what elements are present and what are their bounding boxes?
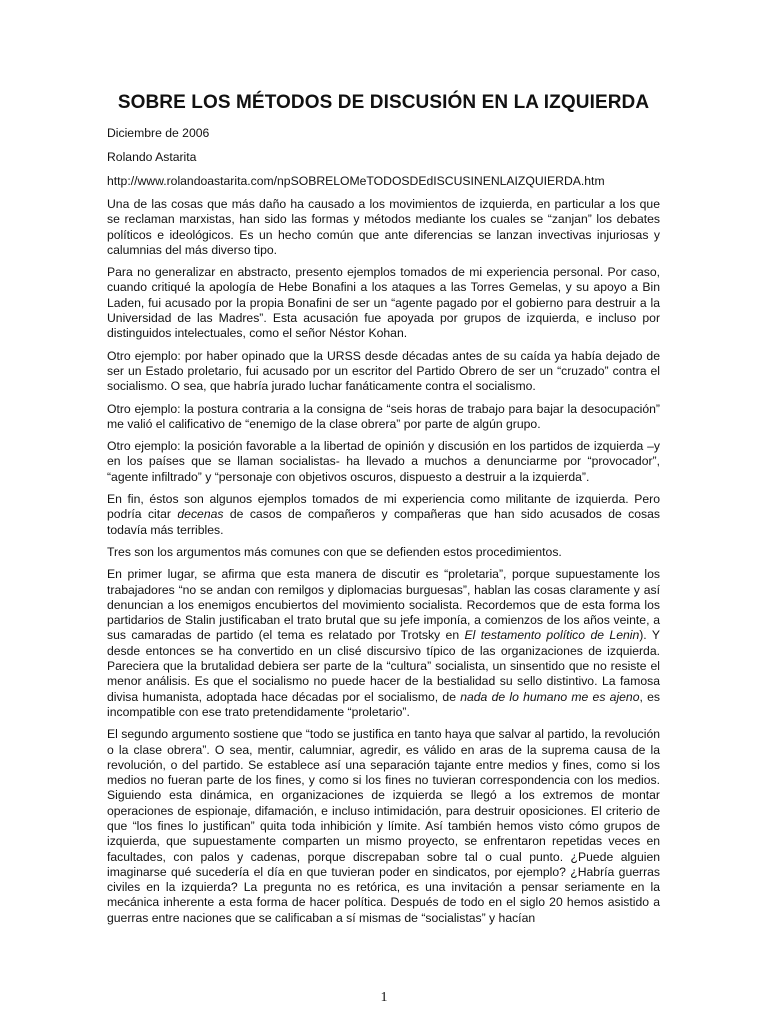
text-run: , es incompatible con ese trato pretendidamente “proletario”.: [107, 689, 660, 719]
paragraph: [107, 265, 660, 341]
paragraph: [107, 402, 660, 433]
text-run: El segundo argumento sostiene que “todo se justifica en tanto haya que salvar al partido, la revolución o la clase obrera”. O sea, mentir, calumniar, agredir, es válido en aras de la suprema causa de la revolución, o del partido. Se establece así una separación tajante entre medios y fines, como si los medios no fueran parte de los fines, y como si los fines no tuvieran correspondencia con los medios. Siguiendo esta dinámica, en organizaciones de izquierda se llegó a los extremos de montar operaciones de espionaje, difamación, e incluso intimidación, para destruir oposiciones. El criterio de que “los fines lo justifican” quita toda inhibición y límite. Así también hemos visto cómo grupos de izquierda, que supuestamente comparten un mismo proyecto, se enfrentaron repetidas veces en facultades, con palos y cadenas, porque discrepaban sobre tal o cual punto. ¿Puede alguien imaginarse qué sucedería el día en que tuvieran poder en sindicatos, por ejemplo? ¿Habría guerras civiles en la izquierda? La pregunta no es retórica, es una invitación a pensar seriamente en la mecánica inherente a esta forma de hacer política. Después de todo en el siglo 20 hemos asistido a guerras entre naciones que se calificaban a sí mismas de “socialistas” y hacían: [107, 727, 660, 925]
text-run: de casos de compañeros y compañeras que han sido acusados de cosas todavía más terribles.: [107, 507, 661, 537]
text-run: ). Y desde entonces se ha convertido en un clisé discursivo típico de las organizaciones de izquierda. Pareciera que la brutalidad debiera ser parte de la “cultura” socialista, un sinsentido que no resiste el menor análisis. Es que el socialismo no puede hacer de la bestialidad su sello distintivo. La famosa divisa humanista, adoptada hace décadas por el socialismo, de: [107, 628, 660, 704]
document-author: Rolando Astarita: [107, 150, 197, 164]
document-body: [107, 197, 660, 926]
text-run: Otro ejemplo: la posición favorable a la libertad de opinión y discusión en los partidos de izquierda –y en los países que se llaman socialistas- ha llevado a muchos a denunciarme por “provocador”, “agente infiltrado” y “personaje con objetivos oscuros, dispuesto a destruir a la izquierda”.: [107, 439, 660, 484]
document-date: Diciembre de 2006: [107, 126, 210, 140]
paragraph: [107, 545, 660, 560]
italic-text: El testamento político de Lenin: [464, 628, 640, 643]
document-title: SOBRE LOS MÉTODOS DE DISCUSIÓN EN LA IZQUIERDA: [117, 92, 650, 113]
text-run: En fin, éstos son algunos ejemplos tomados de mi experiencia como militante de izquierda. Pero podría citar: [107, 492, 660, 522]
document-page: [107, 90, 660, 933]
text-run: Otro ejemplo: la postura contraria a la consigna de “seis horas de trabajo para bajar la desocupación” me valió el calificativo de “enemigo de la clase obrera” por parte de algún grupo.: [107, 401, 660, 431]
text-run: En primer lugar, se afirma que esta manera de discutir es “proletaria”, porque supuestamente los trabajadores “no se andan con remilgos y diplomacias burguesas”, hablan las cosas claramente y así denuncian a los enemigos encubiertos del movimiento socialista. Recordemos que de esta forma los partidarios de Stalin justificaban el trato brutal que su jefe imponía, a comienzos de los años veinte, a sus camaradas de partido (el tema es relatado por Trotsky en: [107, 567, 660, 643]
page-number: 1: [380, 990, 388, 1005]
paragraph: [107, 492, 660, 538]
text-run: Una de las cosas que más daño ha causado a los movimientos de izquierda, en particular a los que se reclaman marxistas, han sido las formas y métodos mediante los cuales se “zanjan” los debates políticos e ideológicos. Es un hecho común que ante diferencias se lanzan invectivas injuriosas y calumnias del más diverso tipo.: [107, 197, 660, 257]
paragraph: [107, 439, 660, 485]
paragraph: [107, 727, 660, 926]
text-run: Tres son los argumentos más comunes con que se defienden estos procedimientos.: [107, 544, 562, 559]
italic-text: nada de lo humano me es ajeno: [460, 689, 640, 704]
italic-text: decenas: [177, 507, 224, 522]
text-run: Otro ejemplo: por haber opinado que la URSS desde décadas antes de su caída ya había dejado de ser un Estado proletario, fui acusado por un escritor del Partido Obrero de ser un “cruzado” contra el socialismo. O sea, que habría jurado luchar fanáticamente contra el socialismo.: [107, 348, 660, 394]
paragraph: [107, 567, 660, 720]
paragraph: [107, 349, 660, 395]
text-run: Para no generalizar en abstracto, presento ejemplos tomados de mi experiencia personal. Por caso, cuando critiqué la apología de Hebe Bonafini a los ataques a las Torres Gemelas, y su apoyo a Bin Laden, fui acusado por la propia Bonafini de ser un “agente pagado por el gobierno para destruir a la Universidad de las Madres”. Esta acusación fue apoyada por grupos de izquierda, e incluso por distinguidos intelectuales, como el señor Néstor Kohan.: [107, 265, 660, 341]
paragraph: [107, 197, 660, 258]
document-url[interactable]: http://www.rolandoastarita.com/npSOBRELOMeTODOSDEdISCUSINENLAIZQUIERDA.htm: [107, 174, 605, 188]
